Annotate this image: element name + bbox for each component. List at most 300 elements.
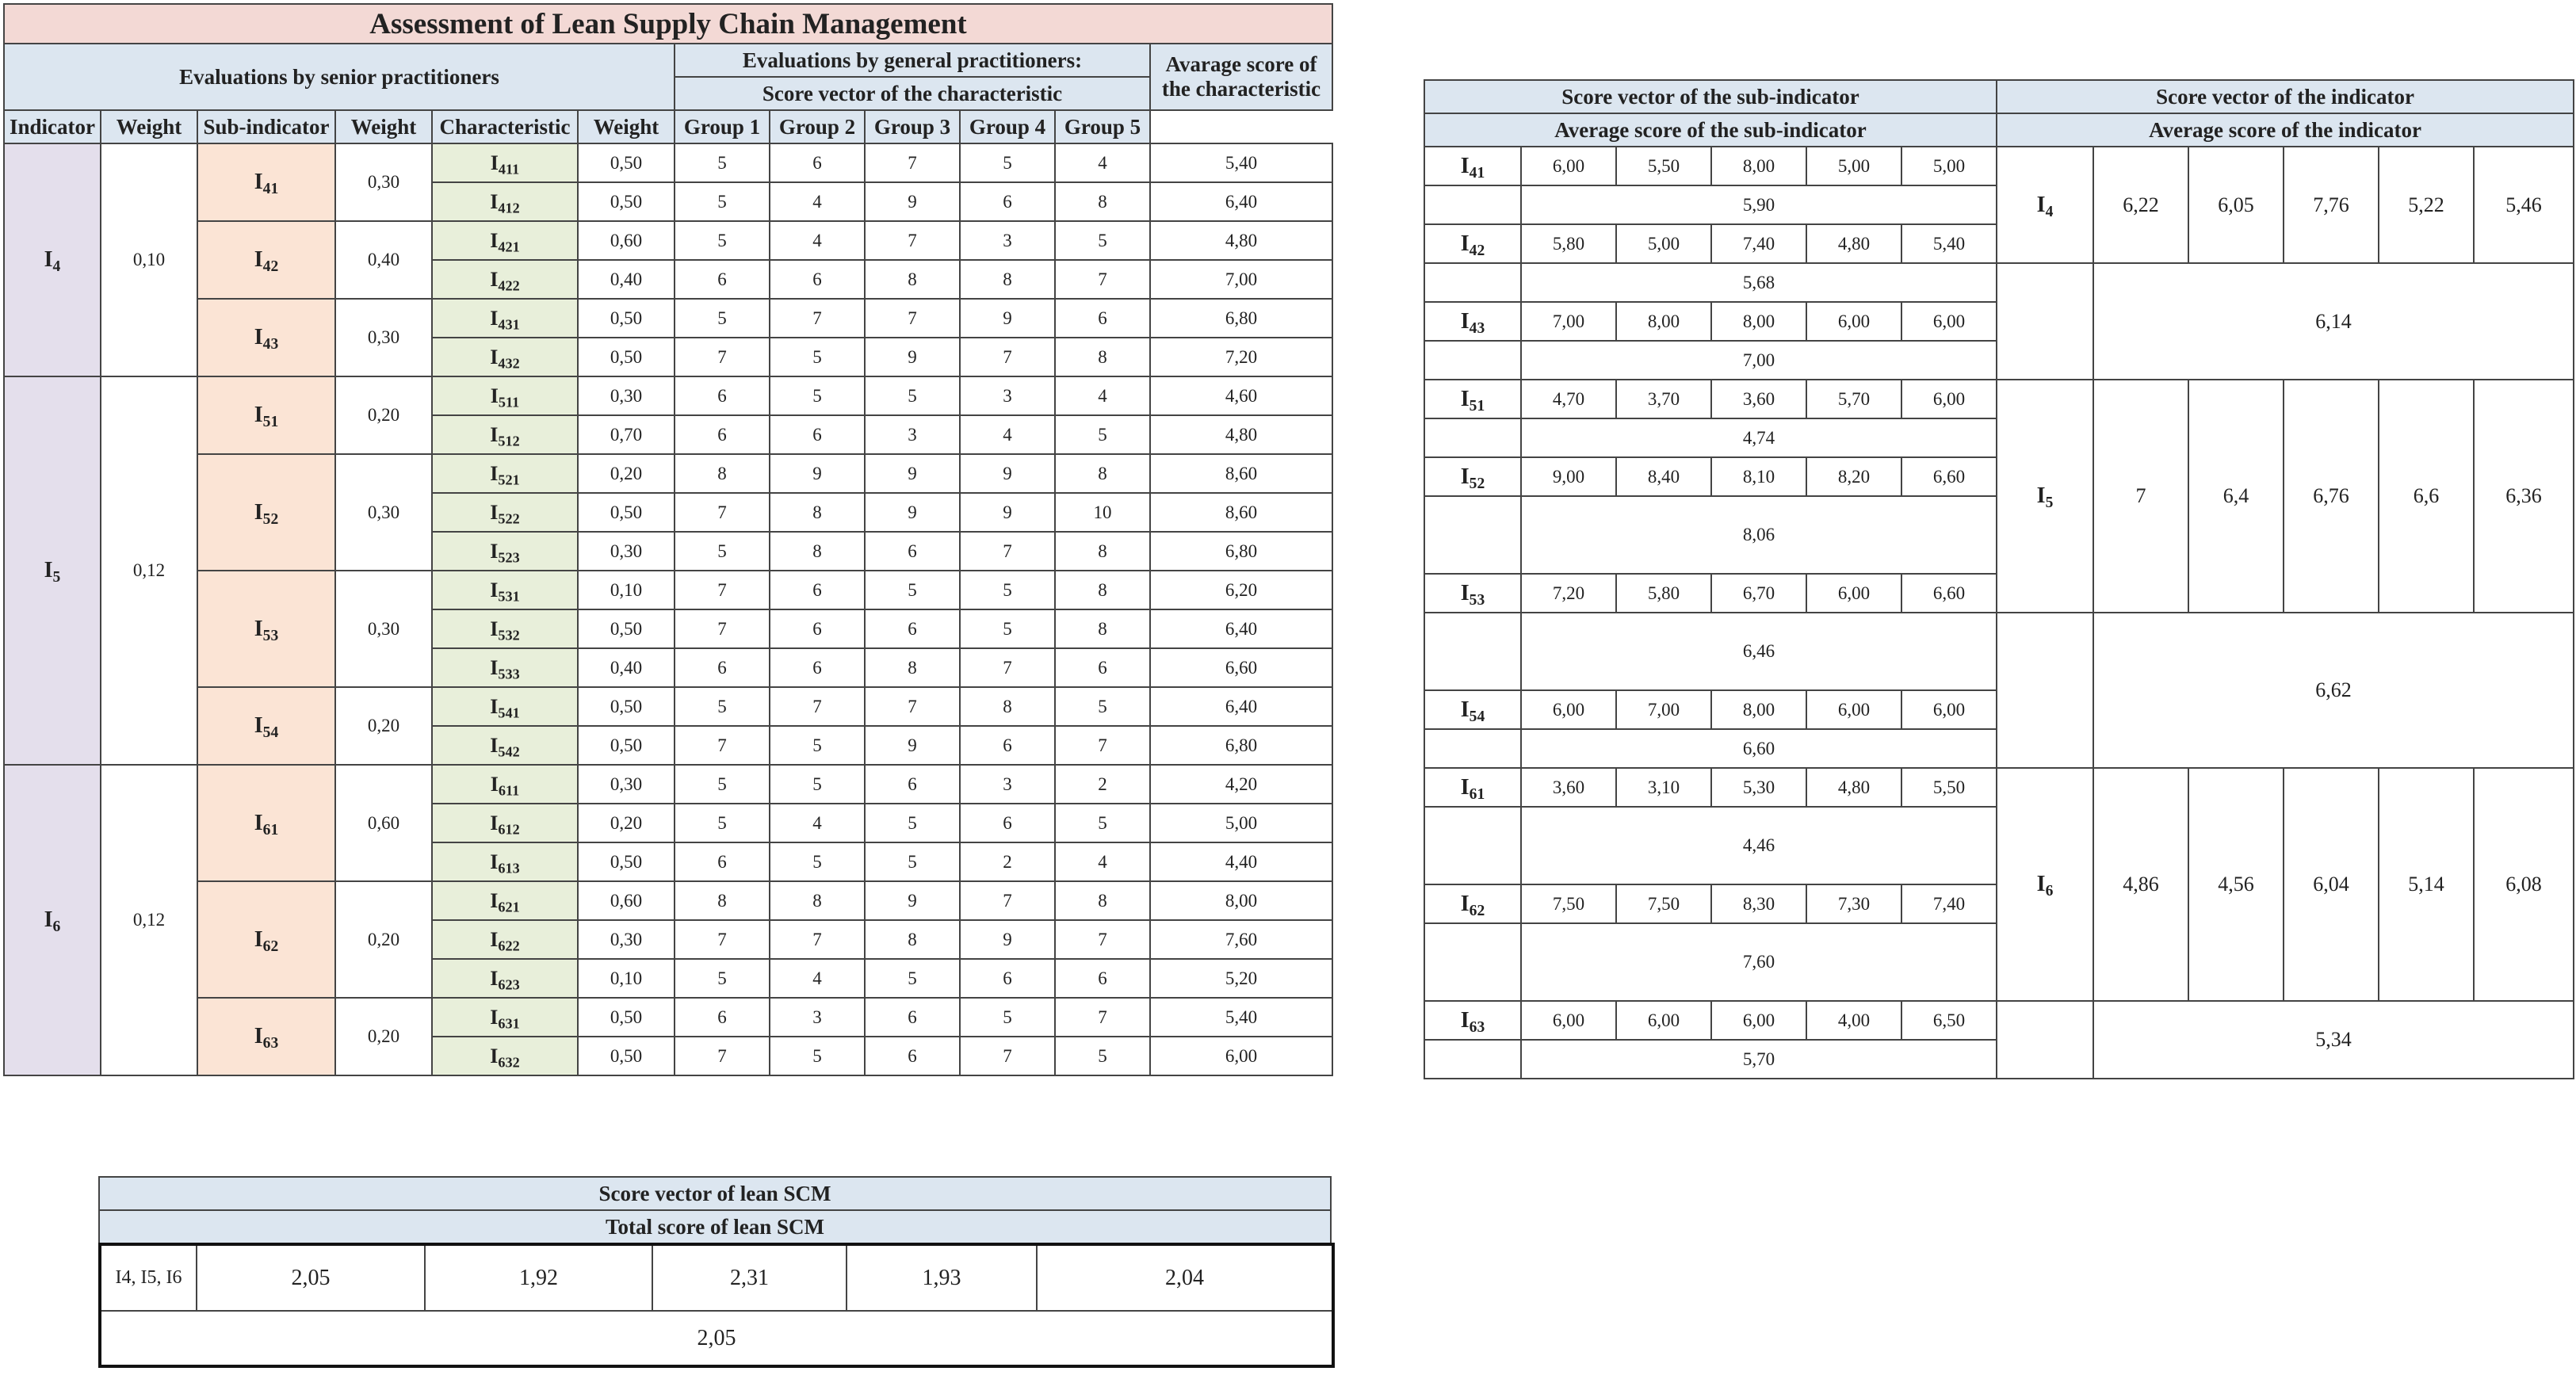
label-main: I: [490, 850, 499, 873]
table-row: [1424, 380, 2574, 418]
group-score: 5: [865, 571, 960, 609]
label-subscript: 52: [1469, 475, 1485, 492]
sub-indicator-vector-value: 9,00: [1521, 457, 1616, 496]
group-score: 4: [770, 182, 865, 221]
table-title: Assessment of Lean Supply Chain Management: [4, 4, 1332, 44]
sub-indicator-average-header: Average score of the sub-indicator: [1424, 113, 1997, 147]
sub-indicator-weight: 0,20: [335, 998, 432, 1075]
group-score: 7: [770, 920, 865, 959]
indicator-cell: [4, 143, 101, 376]
sub-indicator-vector-value: 8,00: [1711, 690, 1806, 729]
characteristic-weight: 0,60: [578, 881, 675, 920]
label-subscript: 5: [52, 568, 61, 586]
label-main: I: [1460, 1007, 1470, 1033]
label-subscript: 522: [498, 510, 520, 526]
sub-indicator-vector-value: 3,60: [1711, 380, 1806, 418]
group-score: 3: [960, 376, 1055, 415]
label-main: I: [490, 189, 499, 213]
sub-indicator-cell: [197, 765, 335, 881]
characteristic-weight: 0,50: [578, 687, 675, 726]
sub-indicator-vector-value: 5,80: [1521, 224, 1616, 263]
label-subscript: 53: [262, 627, 279, 644]
sub-indicator-vector-value: 5,30: [1711, 768, 1806, 807]
label-subscript: 43: [1469, 319, 1485, 337]
characteristic-cell: [432, 765, 578, 804]
indicator-average: 6,62: [2093, 613, 2574, 768]
sub-indicator-average: 5,68: [1521, 263, 1997, 302]
label-subscript: 611: [498, 781, 520, 798]
group-score: 5: [675, 804, 770, 842]
group-score: 5: [960, 609, 1055, 648]
label-main: I: [254, 810, 263, 835]
group-score: 9: [960, 454, 1055, 493]
sub-indicator-average: 8,06: [1521, 496, 1997, 574]
sub-indicator-vector-value: 6,00: [1616, 1001, 1711, 1040]
group-score: 5: [960, 998, 1055, 1037]
sub-indicator-cell: [1424, 380, 1521, 418]
sub-indicator-vector-value: 4,00: [1806, 1001, 1901, 1040]
group-score: 8: [1055, 338, 1150, 376]
group-score: 6: [1055, 648, 1150, 687]
label-main: I: [490, 539, 499, 563]
sub-indicator-cell: [197, 998, 335, 1075]
label-subscript: 411: [498, 160, 520, 177]
label-subscript: 51: [1469, 397, 1485, 414]
characteristic-average: 8,00: [1150, 881, 1332, 920]
sub-indicator-vector-value: 6,00: [1806, 574, 1901, 613]
indicator-vector-value: 6,6: [2379, 380, 2474, 613]
sub-indicator-average: 7,00: [1521, 341, 1997, 380]
sub-indicator-vector-value: 6,60: [1901, 574, 1997, 613]
label-subscript: 53: [1469, 591, 1485, 609]
sub-indicator-vector-value: 6,60: [1901, 457, 1997, 496]
group-score: 5: [865, 804, 960, 842]
indicator-weight: 0,12: [101, 765, 197, 1075]
label-subscript: 4: [2045, 203, 2054, 220]
label-main: I: [490, 655, 499, 679]
table-row: [4, 998, 1332, 1037]
group-score: 5: [675, 687, 770, 726]
group-score: 3: [865, 415, 960, 454]
group-score: 8: [770, 493, 865, 532]
label-subscript: 5: [2045, 494, 2054, 511]
characteristic-weight: 0,30: [578, 376, 675, 415]
group-score: 6: [675, 376, 770, 415]
lean-scm-vector-value: 1,92: [425, 1244, 652, 1311]
lean-scm-total-value: 2,05: [100, 1311, 1333, 1366]
spacer-cell: [1997, 263, 2093, 380]
label-main: I: [44, 558, 53, 582]
group-score: 8: [770, 881, 865, 920]
spacer-cell: [1997, 613, 2093, 768]
group-score: 4: [1055, 143, 1150, 182]
sub-indicator-average: 4,74: [1521, 418, 1997, 457]
label-subscript: 61: [262, 821, 279, 838]
spacer-cell: [1424, 613, 1521, 690]
characteristic-weight: 0,30: [578, 765, 675, 804]
sub-indicator-cell: [1424, 457, 1521, 496]
group-score: 10: [1055, 493, 1150, 532]
label-main: I: [490, 461, 499, 485]
characteristic-cell: [432, 415, 578, 454]
indicator-cell: [1997, 147, 2093, 263]
label-subscript: 612: [498, 820, 520, 837]
label-subscript: 532: [498, 626, 520, 643]
characteristic-average: 8,60: [1150, 454, 1332, 493]
sub-indicator-vector-value: 4,80: [1806, 768, 1901, 807]
label-subscript: 6: [2045, 882, 2054, 899]
label-subscript: 4: [52, 258, 61, 275]
label-main: I: [490, 617, 499, 640]
table-row: [1424, 613, 2574, 690]
group-score: 6: [1055, 299, 1150, 338]
label-subscript: 523: [498, 548, 520, 565]
sub-indicator-vector-value: 6,00: [1901, 302, 1997, 341]
group-score: 6: [770, 415, 865, 454]
group-score: 5: [960, 571, 1055, 609]
characteristic-average: 6,40: [1150, 609, 1332, 648]
label-subscript: 421: [498, 238, 520, 254]
sub-indicator-vector-value: 8,00: [1711, 147, 1806, 185]
label-main: I: [1460, 386, 1470, 411]
group-score: 5: [1055, 687, 1150, 726]
label-subscript: 622: [498, 937, 520, 953]
characteristic-weight: 0,30: [578, 532, 675, 571]
characteristic-weight: 0,50: [578, 1037, 675, 1075]
sub-indicator-average: 6,46: [1521, 613, 1997, 690]
group-score: 8: [770, 532, 865, 571]
indicator-vector-value: 4,56: [2188, 768, 2284, 1001]
group-score: 5: [770, 338, 865, 376]
characteristic-average: 5,00: [1150, 804, 1332, 842]
group-score: 6: [865, 1037, 960, 1075]
label-subscript: 62: [1469, 902, 1485, 919]
sub-indicator-weight: 0,30: [335, 143, 432, 221]
column-header: Indicator: [4, 110, 101, 143]
sub-indicator-vector-value: 5,40: [1901, 224, 1997, 263]
group-score: 8: [1055, 532, 1150, 571]
sub-indicator-cell: [197, 881, 335, 998]
label-subscript: 623: [498, 976, 520, 992]
lean-scm-vector-value: 2,05: [197, 1244, 425, 1311]
label-main: I: [490, 345, 499, 369]
label-subscript: 431: [498, 315, 520, 332]
sub-indicator-cell: [197, 454, 335, 571]
group-score: 5: [675, 765, 770, 804]
group-score: 7: [865, 687, 960, 726]
characteristic-average: 5,20: [1150, 959, 1332, 998]
lean-scm-total-header: Total score of lean SCM: [99, 1210, 1331, 1243]
indicator-vector-value: 6,76: [2284, 380, 2379, 613]
label-main: I: [490, 228, 499, 252]
label-main: I: [44, 907, 53, 932]
group-score: 5: [770, 842, 865, 881]
group-score: 8: [675, 454, 770, 493]
label-main: I: [490, 811, 499, 835]
table-row: [4, 143, 1332, 182]
group-score: 9: [865, 338, 960, 376]
group-score: 7: [675, 1037, 770, 1075]
characteristic-cell: [432, 804, 578, 842]
group-score: 5: [675, 143, 770, 182]
spacer-cell: [1424, 729, 1521, 768]
label-subscript: 54: [262, 724, 279, 741]
label-subscript: 412: [498, 199, 520, 216]
characteristic-average: 4,80: [1150, 221, 1332, 260]
group-score: 6: [960, 726, 1055, 765]
sub-indicator-vector-value: 8,30: [1711, 884, 1806, 923]
label-main: I: [1460, 697, 1470, 722]
group-score: 4: [770, 804, 865, 842]
group-score: 2: [1055, 765, 1150, 804]
label-subscript: 533: [498, 665, 520, 682]
group-score: 3: [770, 998, 865, 1037]
sub-indicator-cell: [1424, 574, 1521, 613]
label-subscript: 51: [262, 413, 279, 430]
group-score: 6: [675, 415, 770, 454]
sub-indicator-vector-value: 3,60: [1521, 768, 1616, 807]
group-score: 8: [865, 260, 960, 299]
group-score: 8: [865, 648, 960, 687]
sub-indicator-vector-header: Score vector of the sub-indicator: [1424, 80, 1997, 113]
sub-indicator-vector-value: 8,00: [1616, 302, 1711, 341]
characteristic-cell: [432, 998, 578, 1037]
characteristic-average: 4,20: [1150, 765, 1332, 804]
indicator-vector-value: 6,36: [2474, 380, 2574, 613]
sub-indicator-weight: 0,30: [335, 299, 432, 376]
characteristic-average: 4,60: [1150, 376, 1332, 415]
column-header: Group 4: [960, 110, 1055, 143]
spacer-cell: [1424, 263, 1521, 302]
group-score: 8: [675, 881, 770, 920]
label-main: I: [254, 403, 263, 427]
column-header: Group 1: [675, 110, 770, 143]
column-header: Sub-indicator: [197, 110, 335, 143]
characteristic-average: 7,00: [1150, 260, 1332, 299]
group-score: 5: [960, 143, 1055, 182]
label-main: I: [254, 713, 263, 738]
characteristic-cell: [432, 687, 578, 726]
group-score: 5: [1055, 804, 1150, 842]
sub-indicator-vector-value: 8,20: [1806, 457, 1901, 496]
sub-indicator-vector-value: 6,00: [1521, 1001, 1616, 1040]
label-subscript: 6: [52, 918, 61, 935]
sub-indicator-vector-value: 6,00: [1806, 690, 1901, 729]
sub-indicator-average: 6,60: [1521, 729, 1997, 768]
average-score-header-line2: the characteristic: [1161, 77, 1321, 101]
sub-indicator-vector-value: 4,70: [1521, 380, 1616, 418]
table-row: [4, 376, 1332, 415]
column-header: Weight: [578, 110, 675, 143]
label-subscript: 621: [498, 898, 520, 915]
characteristic-cell: [432, 842, 578, 881]
lean-scm-values: [98, 1243, 1335, 1368]
characteristic-average: 7,60: [1150, 920, 1332, 959]
sub-indicator-average: 4,46: [1521, 807, 1997, 884]
table-row: [4, 299, 1332, 338]
table-row: [4, 881, 1332, 920]
group-score: 8: [960, 687, 1055, 726]
indicator-vector-value: 6,4: [2188, 380, 2284, 613]
characteristic-weight: 0,40: [578, 260, 675, 299]
indicator-cell: [1997, 768, 2093, 1001]
group-score: 9: [770, 454, 865, 493]
label-subscript: 52: [262, 510, 279, 528]
label-main: I: [1460, 464, 1470, 489]
group-score: 5: [1055, 221, 1150, 260]
group-score: 6: [675, 998, 770, 1037]
characteristic-weight: 0,20: [578, 804, 675, 842]
lean-scm-vector-value: 1,93: [847, 1244, 1037, 1311]
indicator-vector-value: 4,86: [2093, 768, 2188, 1001]
group-score: 7: [1055, 920, 1150, 959]
sub-indicator-cell: [1424, 147, 1521, 185]
label-subscript: 63: [1469, 1018, 1485, 1036]
sub-indicator-cell: [1424, 884, 1521, 923]
sub-indicator-vector-value: 7,00: [1521, 302, 1616, 341]
group-score: 7: [770, 687, 865, 726]
average-score-header: [1150, 44, 1332, 110]
characteristic-weight: 0,50: [578, 842, 675, 881]
label-subscript: 613: [498, 859, 520, 876]
sub-indicator-cell: [197, 687, 335, 765]
spacer-cell: [1424, 341, 1521, 380]
characteristic-cell: [432, 959, 578, 998]
indicator-cell: [4, 376, 101, 765]
group-score: 6: [960, 182, 1055, 221]
group-score: 6: [865, 765, 960, 804]
spacer-cell: [1424, 185, 1521, 224]
characteristic-weight: 0,10: [578, 571, 675, 609]
sub-indicator-weight: 0,20: [335, 881, 432, 998]
sub-indicator-cell: [1424, 690, 1521, 729]
label-main: I: [490, 151, 499, 174]
table-row: [1424, 768, 2574, 807]
label-main: I: [254, 247, 263, 272]
group-score: 7: [675, 726, 770, 765]
table-row: [4, 687, 1332, 726]
label-subscript: 521: [498, 471, 520, 487]
group-score: 6: [675, 842, 770, 881]
spacer-cell: [1424, 496, 1521, 574]
group-score: 5: [1055, 1037, 1150, 1075]
indicator-vector-value: 6,05: [2188, 147, 2284, 263]
label-subscript: 41: [262, 180, 279, 197]
label-main: I: [490, 422, 499, 446]
group-score: 5: [865, 842, 960, 881]
label-main: I: [490, 694, 499, 718]
lean-scm-vector-value: 2,04: [1037, 1244, 1333, 1311]
sub-indicator-vector-value: 5,50: [1901, 768, 1997, 807]
sub-indicator-vector-value: 7,30: [1806, 884, 1901, 923]
sub-indicator-cell: [197, 143, 335, 221]
label-subscript: 61: [1469, 785, 1485, 803]
characteristic-weight: 0,40: [578, 648, 675, 687]
label-main: I: [2036, 483, 2046, 508]
group-score: 7: [960, 648, 1055, 687]
group-score: 8: [1055, 182, 1150, 221]
group-score: 8: [1055, 609, 1150, 648]
group-score: 6: [1055, 959, 1150, 998]
sub-indicator-vector-value: 8,10: [1711, 457, 1806, 496]
characteristic-cell: [432, 609, 578, 648]
characteristic-weight: 0,50: [578, 338, 675, 376]
indicator-vector-value: 6,04: [2284, 768, 2379, 1001]
characteristic-cell: [432, 143, 578, 182]
characteristic-average: 5,40: [1150, 143, 1332, 182]
lean-scm-label: I4, I5, I6: [100, 1244, 197, 1311]
group-score: 5: [675, 221, 770, 260]
label-subscript: 43: [262, 335, 279, 353]
label-subscript: 542: [498, 743, 520, 759]
label-main: I: [490, 500, 499, 524]
sub-indicator-vector-value: 5,00: [1901, 147, 1997, 185]
sub-indicator-average: 7,60: [1521, 923, 1997, 1001]
label-main: I: [1460, 308, 1470, 334]
label-main: I: [1460, 580, 1470, 605]
label-main: I: [254, 499, 263, 525]
characteristic-cell: [432, 726, 578, 765]
sub-indicator-vector-value: 7,40: [1901, 884, 1997, 923]
group-score: 3: [960, 765, 1055, 804]
sub-indicator-vector-value: 7,20: [1521, 574, 1616, 613]
group-score: 7: [865, 221, 960, 260]
indicator-vector-value: 7,76: [2284, 147, 2379, 263]
group-score: 9: [865, 726, 960, 765]
label-main: I: [490, 733, 499, 757]
group-score: 6: [865, 532, 960, 571]
indicator-weight: 0,12: [101, 376, 197, 765]
characteristic-average: 6,40: [1150, 687, 1332, 726]
sub-indicator-cell: [197, 299, 335, 376]
label-main: I: [2036, 872, 2046, 896]
label-main: I: [490, 772, 499, 796]
group-score: 9: [865, 493, 960, 532]
characteristic-cell: [432, 532, 578, 571]
group-score: 6: [865, 998, 960, 1037]
characteristic-weight: 0,60: [578, 221, 675, 260]
characteristic-cell: [432, 338, 578, 376]
characteristic-average: 6,80: [1150, 726, 1332, 765]
group-score: 6: [960, 959, 1055, 998]
label-main: I: [490, 384, 499, 407]
characteristic-cell: [432, 1037, 578, 1075]
group-score: 5: [770, 1037, 865, 1075]
characteristic-weight: 0,70: [578, 415, 675, 454]
sub-indicator-cell: [1424, 768, 1521, 807]
lean-scm-table: [98, 1176, 1332, 1244]
characteristic-average: 4,40: [1150, 842, 1332, 881]
characteristic-weight: 0,50: [578, 493, 675, 532]
label-subscript: 41: [1469, 164, 1485, 181]
characteristic-cell: [432, 260, 578, 299]
label-main: I: [44, 247, 53, 272]
group-score: 8: [960, 260, 1055, 299]
characteristic-weight: 0,50: [578, 143, 675, 182]
group-score: 4: [960, 415, 1055, 454]
group-score: 6: [770, 609, 865, 648]
group-score: 4: [770, 959, 865, 998]
group-score: 7: [770, 299, 865, 338]
sub-indicator-weight: 0,60: [335, 765, 432, 881]
group-score: 7: [675, 920, 770, 959]
characteristic-weight: 0,50: [578, 609, 675, 648]
indicator-vector-value: 5,22: [2379, 147, 2474, 263]
sub-indicator-vector-value: 6,00: [1806, 302, 1901, 341]
group-score: 7: [865, 143, 960, 182]
label-subscript: 62: [262, 938, 279, 955]
table-row: [4, 571, 1332, 609]
